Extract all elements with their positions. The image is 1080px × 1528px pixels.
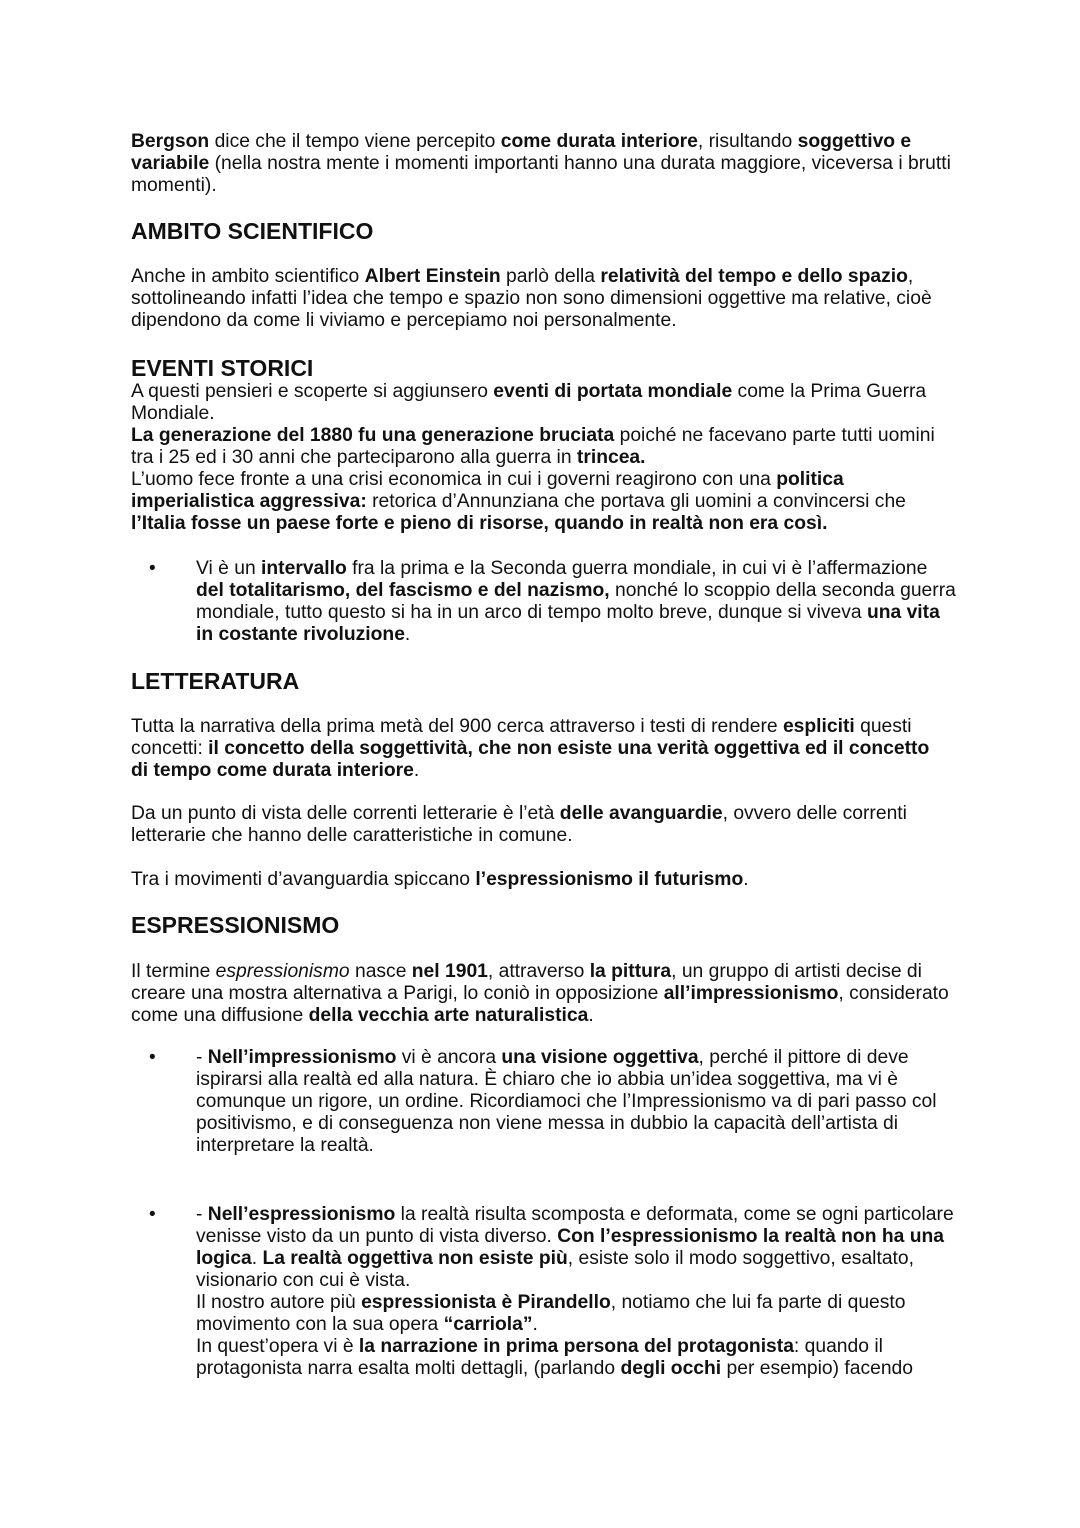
text-run: Da un punto di vista delle correnti letterarie è l’età <box>131 803 560 824</box>
bold-text: nel 1901 <box>411 961 488 982</box>
paragraph-espressionismo-intro <box>131 961 951 1027</box>
bold-text: delle avanguardie <box>559 803 723 824</box>
text-run: Vi è un <box>196 558 262 579</box>
text-run: la realtà risulta scomposta e deformata, come se ogni particolare venisse visto da un punto di vista diverso. <box>196 1204 954 1247</box>
text-run: , un gruppo di artisti decise di creare una mostra alternativa a Parigi, lo coniò in opposizione <box>131 961 922 1004</box>
bold-text: una visione oggettiva <box>501 1047 699 1068</box>
text-run: A questi pensieri e scoperte si aggiunsero <box>131 381 494 402</box>
text-run: retorica d’Annunziana che portava gli uomini a convincersi che <box>366 491 906 512</box>
paragraph-letteratura-2 <box>131 803 951 847</box>
bold-text: il concetto della soggettività, che non esiste una verità oggettiva ed il concetto di tempo come durata interiore <box>131 738 930 781</box>
bold-text: eventi di portata mondiale <box>493 381 733 402</box>
text-run: , notiamo che lui fa parte di questo movimento con la sua opera <box>196 1292 906 1335</box>
text-run: , perché il pittore di deve ispirarsi alla realtà ed alla natura. È chiaro che io abbia un’idea soggettiva, ma vi è comunque un rigore, un ordine. Ricordiamoci che l’Impressionismo va di pari passo col positivismo, e di conseguenza non viene messa in dubbio la capacità dell’artista di interpretare la realtà. <box>196 1047 937 1156</box>
bold-text: l’Italia fosse un paese forte e pieno di risorse, quando in realtà non era così. <box>131 513 828 534</box>
text-run: (nella nostra mente i momenti importanti hanno una durata maggiore, viceversa i brutti momenti). <box>131 153 951 196</box>
bold-text: Nell’espressionismo <box>207 1204 396 1225</box>
text-run: vi è ancora <box>396 1047 502 1068</box>
bold-text: Con l’espressionismo la realtà non ha una logica <box>196 1226 944 1269</box>
bold-text: del totalitarismo, del fascismo e del nazismo, <box>196 580 610 601</box>
text-run: Anche in ambito scientifico <box>131 266 365 287</box>
text-run: poiché ne facevano parte tutti uomini tra i 25 ed i 30 anni che parteciparono alla guerra in <box>131 425 935 468</box>
bold-text: la pittura <box>589 961 672 982</box>
italic-text: espressionismo <box>215 961 350 982</box>
bold-text: la narrazione in prima persona del protagonista <box>358 1336 794 1357</box>
bold-text: intervallo <box>261 558 347 579</box>
paragraph-letteratura-3 <box>131 869 951 891</box>
text-run: . <box>532 1314 538 1335</box>
bullet-icon: • <box>149 1204 156 1225</box>
heading-ambito-scientifico: AMBITO SCIENTIFICO <box>131 218 374 244</box>
text-run: , attraverso <box>487 961 590 982</box>
paragraph-bergson <box>131 131 951 197</box>
bold-text: relatività del tempo e dello spazio <box>600 266 908 287</box>
text-run: . <box>404 624 411 645</box>
bullet-text-espressionismo <box>196 1204 956 1380</box>
text-run: , considerato come una diffusione <box>131 983 949 1026</box>
text-run: - <box>196 1047 208 1068</box>
bold-text: all’impressionismo <box>663 983 839 1004</box>
text-run: nasce <box>349 961 412 982</box>
paragraph-eventi-storici <box>131 381 951 535</box>
bold-text: La realtà oggettiva non esiste più <box>262 1248 568 1269</box>
text-run: , ovvero delle correnti letterarie che hanno delle caratteristiche in comune. <box>131 803 907 846</box>
bullet-text-intervallo <box>196 558 956 646</box>
text-run: Tra i movimenti d’avanguardia spiccano <box>131 869 476 890</box>
bold-text: “carriola” <box>443 1314 533 1335</box>
text-run: . <box>413 760 420 781</box>
bullet-text-impressionismo <box>196 1047 956 1157</box>
text-run: nonché lo scoppio della seconda guerra mondiale, tutto questo si ha in un arco di tempo molto breve, dunque si viveva <box>196 580 956 623</box>
text-run: . <box>743 869 749 890</box>
bold-text: trincea. <box>576 447 646 468</box>
text-run: . <box>251 1248 263 1269</box>
text-run: L’uomo fece fronte a una crisi economica in cui i governi reagirono con una <box>131 469 777 490</box>
text-run: , sottolineando infatti l’idea che tempo e spazio non sono dimensioni oggettive ma relative, cioè dipendono da come li viviamo e percepiamo noi personalmente. <box>131 266 932 331</box>
bold-text: una vita in costante rivoluzione <box>196 602 940 645</box>
heading-letteratura: LETTERATURA <box>131 668 300 694</box>
text-run: - <box>196 1204 208 1225</box>
bold-text: La generazione del 1880 fu una generazione bruciata <box>131 425 615 446</box>
heading-espressionismo: ESPRESSIONISMO <box>131 912 340 938</box>
bold-text: Bergson <box>131 131 210 152</box>
text-run: Il termine <box>131 961 216 982</box>
text-run: parlò della <box>500 266 601 287</box>
text-run: dice che il tempo viene percepito <box>209 131 501 152</box>
bold-text: della vecchia arte naturalistica <box>308 1005 589 1026</box>
text-run: , risultando <box>697 131 798 152</box>
bold-text: l’espressionismo il futurismo <box>475 869 744 890</box>
bold-text: Nell’impressionismo <box>207 1047 397 1068</box>
text-run: . <box>588 1005 594 1026</box>
text-run: Il nostro autore più <box>196 1292 362 1313</box>
text-run: : quando il protagonista narra esalta molti dettagli, (parlando <box>196 1336 883 1379</box>
text-run: come la Prima Guerra Mondiale. <box>131 381 927 424</box>
bold-text: soggettivo e variabile <box>131 131 912 174</box>
bullet-icon: • <box>149 558 156 579</box>
paragraph-ambito-scientifico <box>131 266 951 332</box>
bullet-icon: • <box>149 1047 156 1068</box>
text-run: fra la prima e la Seconda guerra mondiale, in cui vi è l’affermazione <box>346 558 928 579</box>
text-run: , esiste solo il modo soggettivo, esaltato, visionario con cui è vista. <box>196 1248 914 1291</box>
text-run: In quest’opera vi è <box>196 1336 359 1357</box>
bold-text: espliciti <box>782 716 855 737</box>
text-run: Tutta la narrativa della prima metà del 900 cerca attraverso i testi di rendere <box>131 716 783 737</box>
bold-text: come durata interiore <box>500 131 698 152</box>
bold-text: politica imperialistica aggressiva: <box>131 469 844 512</box>
bold-text: Albert Einstein <box>364 266 501 287</box>
paragraph-letteratura-1 <box>131 716 951 782</box>
heading-eventi-storici: EVENTI STORICI <box>131 355 314 381</box>
bold-text: degli occhi <box>620 1358 722 1379</box>
text-run: questi concetti: <box>131 716 912 759</box>
bold-text: espressionista è Pirandello <box>361 1292 611 1313</box>
text-run: per esempio) facendo <box>721 1358 914 1379</box>
